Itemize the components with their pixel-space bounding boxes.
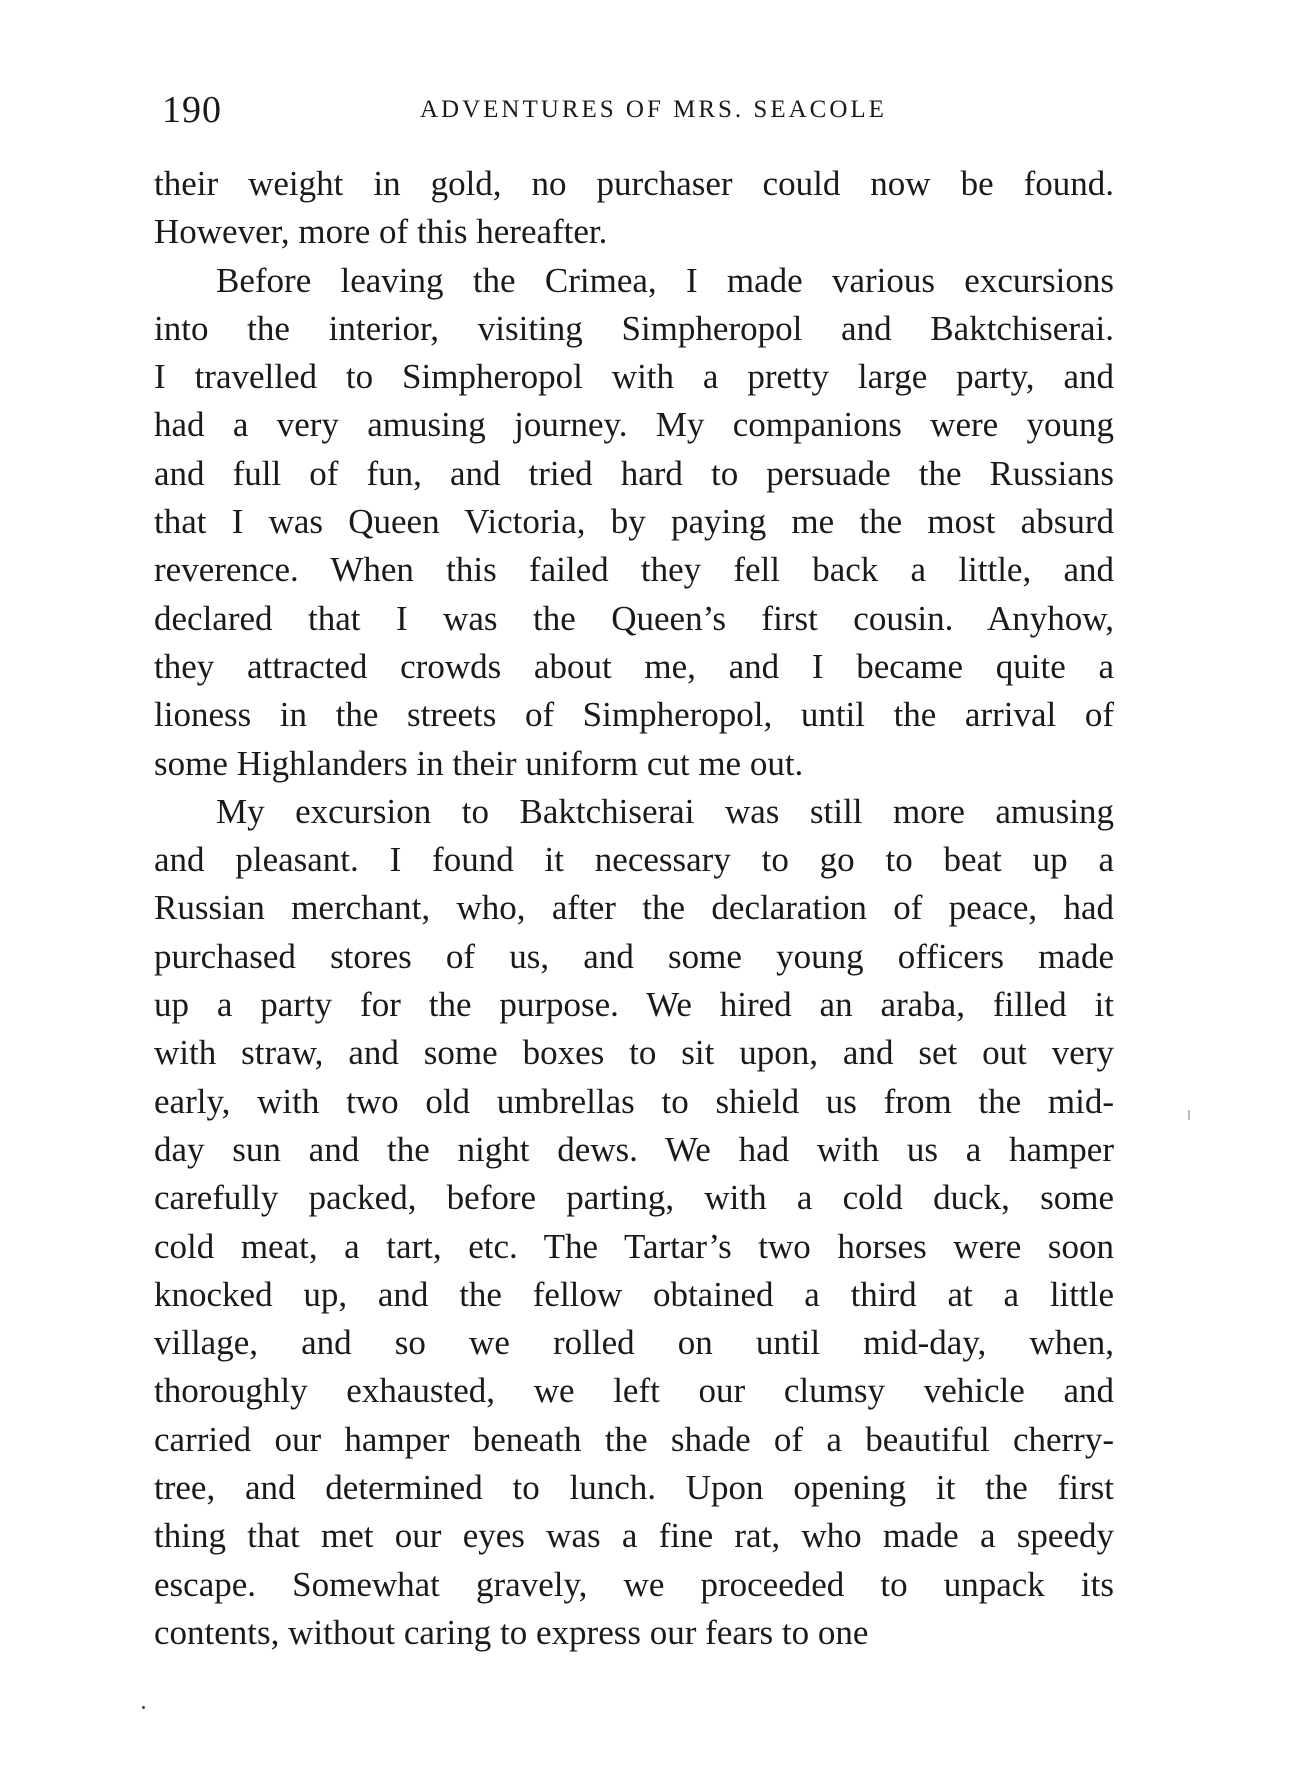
text-line: carried our hamper beneath the shade of a beautiful cherry- bbox=[154, 1419, 1114, 1459]
text-line: cold meat, a tart, etc. The Tartar’s two horses were soon bbox=[154, 1226, 1114, 1266]
text-line: However, more of this hereafter. bbox=[154, 212, 608, 252]
text-line: Russian merchant, who, after the declaration of peace, had bbox=[154, 888, 1114, 928]
text-line: up a party for the purpose. We hired an araba, filled it bbox=[154, 985, 1114, 1025]
text-line: knocked up, and the fellow obtained a third at a little bbox=[154, 1274, 1114, 1314]
text-line: and full of fun, and tried hard to persuade the Russians bbox=[154, 453, 1114, 493]
text-line: carefully packed, before parting, with a cold duck, some bbox=[154, 1178, 1114, 1218]
text-line: they attracted crowds about me, and I became quite a bbox=[154, 646, 1114, 686]
paragraph bbox=[154, 257, 1114, 788]
text-line: that I was Queen Victoria, by paying me the most absurd bbox=[154, 502, 1114, 542]
text-line: contents, without caring to express our fears to one bbox=[154, 1612, 869, 1652]
text-line: tree, and determined to lunch. Upon opening it the first bbox=[154, 1468, 1114, 1508]
text-line: with straw, and some boxes to sit upon, and set out very bbox=[154, 1033, 1114, 1073]
paragraph bbox=[154, 160, 1114, 257]
text-line: reverence. When this failed they fell back a little, and bbox=[154, 550, 1114, 590]
text-line: village, and so we rolled on until mid-day, when, bbox=[154, 1323, 1114, 1363]
running-head bbox=[160, 86, 1104, 134]
text-line: thing that met our eyes was a fine rat, who made a speedy bbox=[154, 1516, 1114, 1556]
text-line: lioness in the streets of Simpheropol, until the arrival of bbox=[154, 695, 1114, 735]
text-line: into the interior, visiting Simpheropol and Baktchiserai. bbox=[154, 308, 1114, 348]
text-line: My excursion to Baktchiserai was still more amusing bbox=[216, 791, 1114, 831]
text-line: had a very amusing journey. My companions were young bbox=[154, 405, 1114, 445]
running-title: ADVENTURES OF MRS. SEACOLE bbox=[420, 96, 887, 123]
text-line: escape. Somewhat gravely, we proceeded to unpack its bbox=[154, 1564, 1114, 1604]
body-text bbox=[154, 160, 1114, 1657]
print-speck bbox=[142, 1706, 145, 1709]
text-line: Before leaving the Crimea, I made various excursions bbox=[216, 260, 1114, 300]
text-line: their weight in gold, no purchaser could now be found. bbox=[154, 164, 1114, 203]
text-line: day sun and the night dews. We had with us a hamper bbox=[154, 1129, 1114, 1169]
text-line: some Highlanders in their uniform cut me out. bbox=[154, 743, 804, 783]
print-mark bbox=[1188, 1110, 1190, 1120]
text-line: declared that I was the Queen’s first cousin. Anyhow, bbox=[154, 598, 1114, 638]
page-number: 190 bbox=[162, 89, 222, 131]
paragraph bbox=[154, 788, 1114, 1657]
text-line: thoroughly exhausted, we left our clumsy vehicle and bbox=[154, 1371, 1114, 1411]
text-line: early, with two old umbrellas to shield us from the mid- bbox=[154, 1081, 1114, 1121]
text-line: I travelled to Simpheropol with a pretty large party, and bbox=[154, 357, 1114, 397]
text-line: purchased stores of us, and some young officers made bbox=[154, 936, 1114, 976]
text-line: and pleasant. I found it necessary to go to beat up a bbox=[154, 840, 1114, 880]
